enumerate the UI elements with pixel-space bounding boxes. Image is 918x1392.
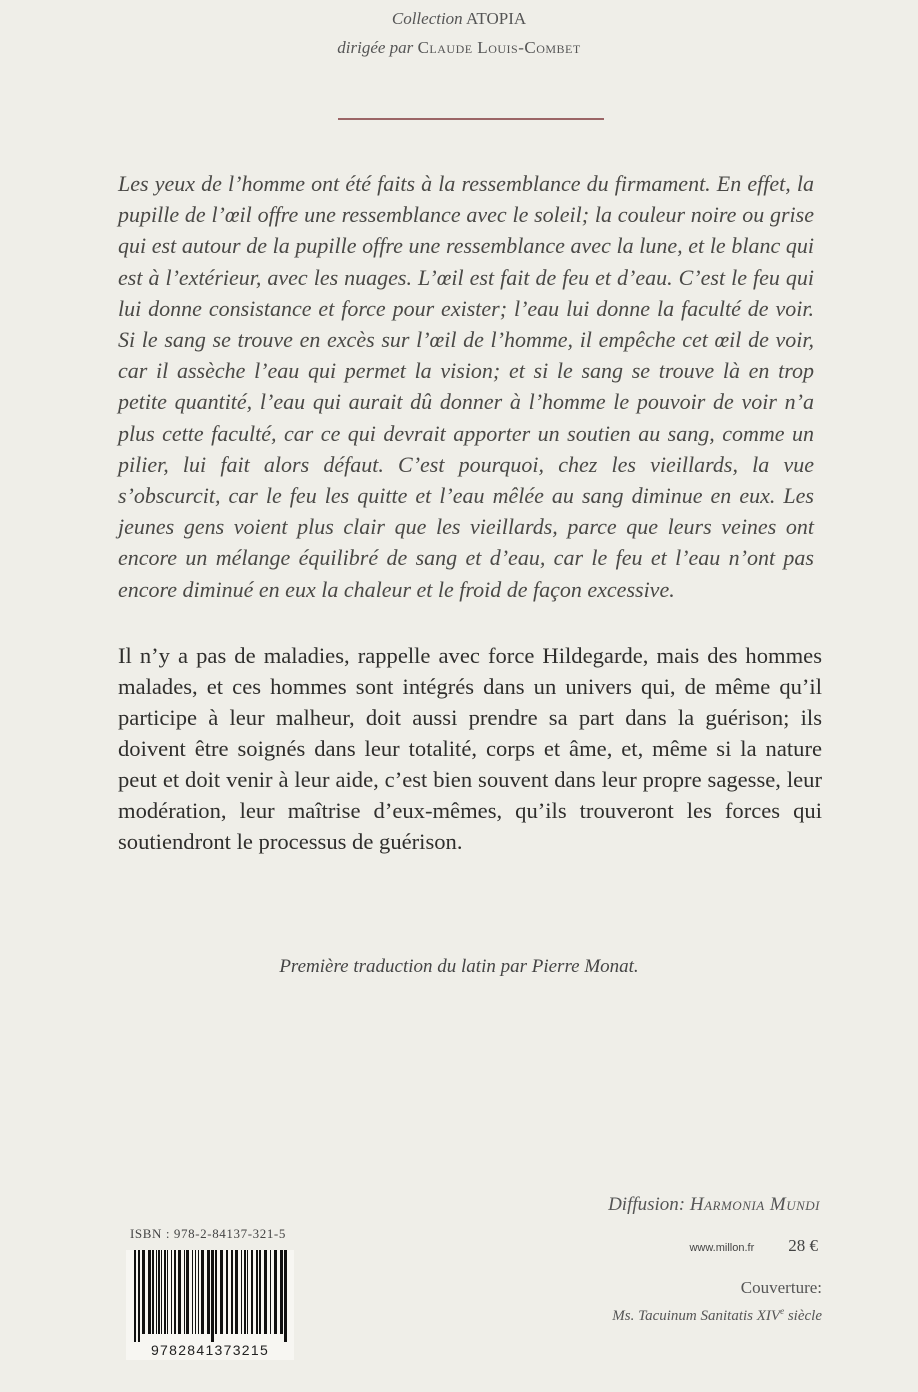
cover-century: XIVe: [756, 1306, 785, 1324]
barcode-bar: [171, 1250, 172, 1334]
cover-label: Couverture:: [740, 1278, 822, 1297]
barcode-bar: [167, 1250, 168, 1334]
barcode-bar: [156, 1250, 157, 1334]
barcode-bar: [184, 1250, 185, 1334]
price-row: [689, 1236, 818, 1256]
diffusion-line: [608, 1194, 820, 1216]
barcode-bar: [148, 1250, 151, 1334]
barcode-bar: [215, 1250, 217, 1334]
translation-note: Première traduction du latin par Pierre Monat.: [279, 956, 639, 977]
diffusion-name: Harmonia Mundi: [689, 1194, 820, 1215]
summary-paragraph: Il n’y a pas de maladies, rappelle avec force Hildegarde, mais des hommes malades, et ces hommes sont intégrés dans un univers qui, de même qu’il participe à leur malheur, doit aussi prendre sa part dans la guérison; ils doivent être soignés dans leur totalité, corps et âme, et, même si la nature peut et doit venir à leur aide, c’est bien souvent dans leur propre sagesse, leur modération, leur maîtrise d’eux-mêmes, qu’ils trouveront les forces qui soutiendront le processus de guérison.: [118, 643, 822, 854]
barcode-bar: [264, 1250, 267, 1334]
barcode-bar: [247, 1250, 248, 1334]
barcode-bar: [161, 1250, 162, 1334]
director-prefix: dirigée par: [337, 38, 414, 57]
barcode-bar: [186, 1250, 189, 1334]
barcode-bar: [207, 1250, 210, 1334]
director-line: [0, 33, 918, 62]
collection-prefix: Collection: [391, 9, 463, 28]
barcode-bar: [284, 1250, 287, 1342]
barcode-bar: [198, 1250, 199, 1334]
barcode-bar: [195, 1250, 196, 1334]
barcode-bar: [158, 1250, 160, 1334]
barcode-bar: [201, 1250, 204, 1334]
barcode-bar: [142, 1250, 145, 1334]
barcode-bar: [235, 1250, 238, 1334]
barcode-bar: [241, 1250, 242, 1334]
barcode-bar: [270, 1250, 271, 1334]
collection-line: [0, 4, 918, 33]
barcode-bar: [134, 1250, 136, 1342]
header-divider: [338, 118, 604, 120]
collection-name: ATOPIA: [466, 9, 527, 28]
publisher-url: www.millon.fr: [689, 1242, 755, 1254]
cover-source-title: Ms. Tacuinum Sanitatis: [612, 1308, 754, 1324]
barcode-bar: [220, 1250, 223, 1334]
cover-source: [612, 1306, 822, 1325]
barcode-bar: [274, 1250, 277, 1334]
cover-century-word: siècle: [787, 1308, 822, 1324]
barcode-bar: [192, 1250, 193, 1334]
isbn-label: ISBN : 978-2-84137-321-5: [130, 1226, 286, 1241]
barcode-bar: [211, 1250, 214, 1342]
barcode-bars: [126, 1250, 294, 1342]
barcode-bar: [231, 1250, 233, 1334]
price: 28 €: [788, 1236, 818, 1255]
collection-header: [0, 4, 918, 62]
barcode-bar: [152, 1250, 154, 1334]
barcode-bar: [164, 1250, 166, 1334]
barcode-digits: 9782841373215: [150, 1342, 270, 1358]
barcode-bar: [138, 1250, 140, 1342]
barcode-bar: [244, 1250, 246, 1334]
diffusion-label: Diffusion:: [608, 1194, 686, 1215]
barcode-bar: [178, 1250, 181, 1334]
quote-paragraph: Les yeux de l’homme ont été faits à la ressemblance du firmament. En effet, la pupille de l’œil offre une ressemblance avec le soleil; la couleur noire ou grise qui est autour de la pupille offre une ressemblance avec la lune, et le blanc qui est à l’extérieur, avec les nuages. L’œil est fait de feu et d’eau. C’est le feu qui lui donne consistance et force pour exister; l’eau lui donne la faculté de voir. Si le sang se trouve en excès sur l’œil de l’homme, il empêche cet œil de voir, car il assèche l’eau qui permet la vision; et si le sang se trouve là en trop petite quantité, l’eau qui aurait dû donner à l’homme le pouvoir de voir n’a plus cette faculté, car ce qui devrait apporter un soutien au sang, comme un pilier, lui fait alors défaut. C’est pourquoi, chez les vieillards, la vue s’obscurcit, car le feu les quitte et l’eau mêlée au sang diminue en eux. Les jeunes gens voient plus clair que les vieillards, parce que leurs veines ont encore un mélange équilibré de sang et d’eau, car le feu et l’eau n’ont pas encore diminué en eux la chaleur et le froid de façon excessive.: [118, 171, 814, 602]
barcode-bar: [226, 1250, 228, 1334]
barcode-bar: [256, 1250, 258, 1334]
barcode-bar: [174, 1250, 176, 1334]
barcode-bar: [251, 1250, 253, 1334]
barcode-bar: [280, 1250, 283, 1334]
director-name: Claude Louis-Combet: [417, 38, 581, 57]
barcode-bar: [259, 1250, 261, 1334]
